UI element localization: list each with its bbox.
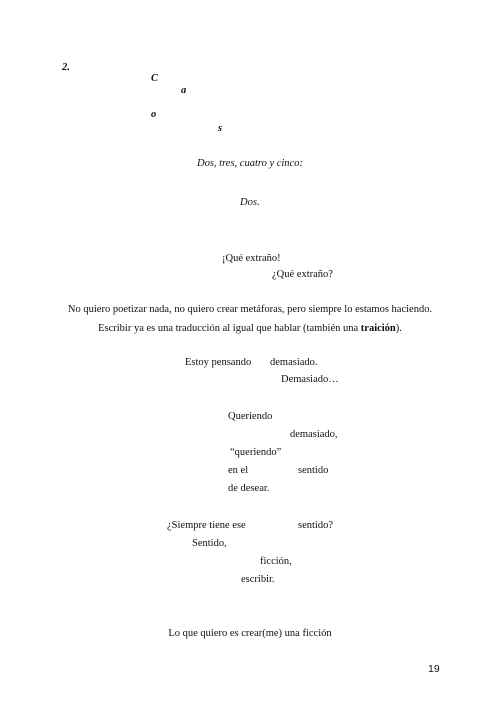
dos-line (240, 196, 260, 209)
vertical-letter-s: s (218, 123, 223, 134)
page-number: 19 (428, 663, 440, 675)
wanting-d: en el (228, 465, 249, 476)
strange-question: ¿Qué extraño? (272, 269, 333, 280)
strange-exclamation: ¡Qué extraño! (222, 253, 281, 264)
question-b: sentido? (298, 520, 333, 531)
wanting-e: sentido (298, 465, 329, 476)
question-d: ficción, (260, 556, 292, 567)
paragraph-bold-word: traición (360, 323, 396, 334)
thinking-b: demasiado. (270, 357, 318, 368)
wanting-f: de desear. (228, 483, 270, 494)
wanting-b: demasiado, (290, 429, 338, 440)
thinking-a: Estoy pensando (185, 357, 252, 368)
question-e: escribir. (241, 574, 275, 585)
question-a: ¿Siempre tiene ese (167, 520, 246, 531)
wanting-c: “queriendo” (230, 447, 282, 458)
paragraph-line-2 (0, 322, 500, 335)
vertical-letter-c: C (151, 73, 159, 84)
dos-period: . (256, 197, 260, 208)
thinking-c: Demasiado… (281, 374, 339, 385)
paragraph-line-2-pre: Escribir ya es una traducción al igual que hablar (también una (98, 323, 361, 334)
dos-word: Dos (240, 197, 257, 208)
vertical-letter-o: o (151, 109, 157, 120)
count-line: Dos, tres, cuatro y cinco: (197, 158, 303, 169)
question-c: Sentido, (192, 538, 227, 549)
paragraph-line-1: No quiero poetizar nada, no quiero crear metáforas, pero siempre lo estamos haciendo. (67, 304, 433, 315)
closing-line: Lo que quiero es crear(me) una ficción (168, 628, 332, 639)
section-number: 2. (62, 62, 70, 73)
wanting-a: Queriendo (228, 411, 273, 422)
vertical-letter-a: a (181, 85, 187, 96)
paragraph-line-2-post: ). (395, 323, 402, 334)
